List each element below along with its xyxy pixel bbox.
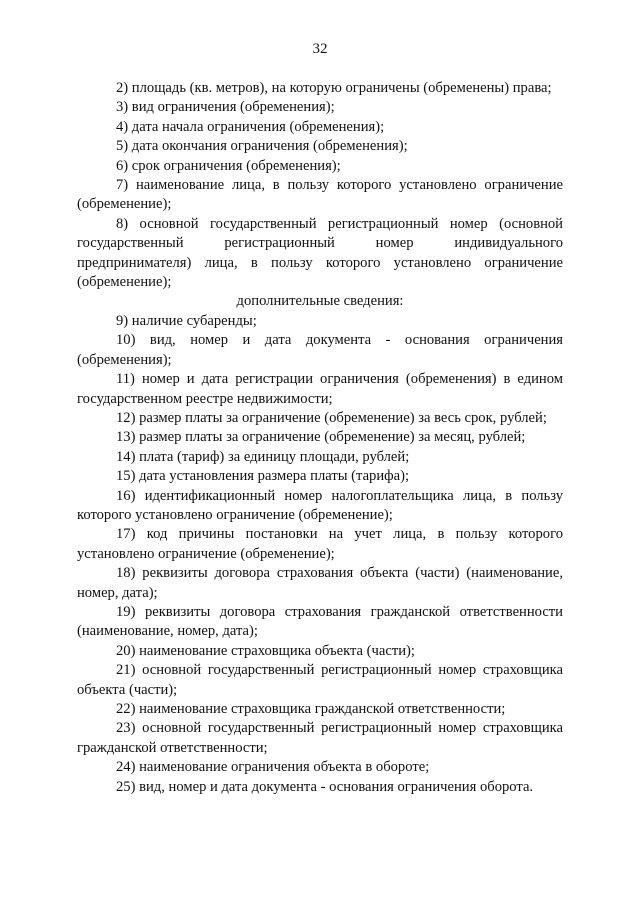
list-item: 14) плата (тариф) за единицу площади, рублей; — [116, 448, 410, 465]
list-item: 8) основной государственный регистрационный номер (основной государственный регистрационный номер индивидуального предпринимателя) лица, в пользу которого установлено ограничение (обременение); — [77, 215, 563, 291]
document-body — [77, 79, 563, 797]
list-item: 18) реквизиты договора страхования объекта (части) (наименование, номер, дата); — [77, 565, 563, 601]
list-item: 19) реквизиты договора страхования гражданской ответственности (наименование, номер, дата); — [77, 603, 563, 640]
list-item: 7) наименование лица, в пользу которого установлено ограничение (обременение); — [77, 177, 563, 213]
page-number: 32 — [312, 41, 328, 57]
list-item: 16) идентификационный номер налогоплательщика лица, в пользу которого установлено ограничение (обременение); — [77, 487, 563, 523]
list-item: 5) дата окончания ограничения (обременения); — [116, 138, 408, 155]
section-heading: дополнительные сведения: — [236, 293, 404, 310]
list-item: 17) код причины постановки на учет лица, в пользу которого установлено ограничение (обременение); — [77, 526, 563, 562]
list-item: 13) размер платы за ограничение (обременение) за месяц, рублей; — [116, 429, 526, 446]
list-item: 21) основной государственный регистрационный номер страховщика объекта (части); — [77, 662, 563, 698]
list-item: 9) наличие субаренды; — [116, 312, 257, 329]
list-item: 6) срок ограничения (обременения); — [116, 157, 341, 174]
list-item: 23) основной государственный регистрационный номер страховщика гражданской ответственности; — [77, 720, 563, 756]
list-item: 22) наименование страховщика гражданской ответственности; — [116, 701, 506, 717]
list-item: 24) наименование ограничения объекта в обороте; — [116, 759, 430, 776]
list-item: 10) вид, номер и дата документа - основания ограничения (обременения); — [77, 332, 563, 368]
list-item: 4) дата начала ограничения (обременения); — [116, 118, 385, 135]
list-item: 2) площадь (кв. метров), на которую ограничены (обременены) права; — [116, 80, 552, 96]
list-item: 12) размер платы за ограничение (обременение) за весь срок, рублей; — [116, 409, 547, 426]
list-item: 11) номер и дата регистрации ограничения (обременения) в едином государственном реестре недвижимости; — [77, 371, 563, 407]
list-item: 3) вид ограничения (обременения); — [116, 99, 335, 116]
list-item: 15) дата установления размера платы (тарифа); — [116, 468, 410, 485]
list-item: 25) вид, номер и дата документа - основания ограничения оборота. — [116, 778, 534, 795]
list-item: 20) наименование страховщика объекта (части); — [116, 642, 415, 659]
